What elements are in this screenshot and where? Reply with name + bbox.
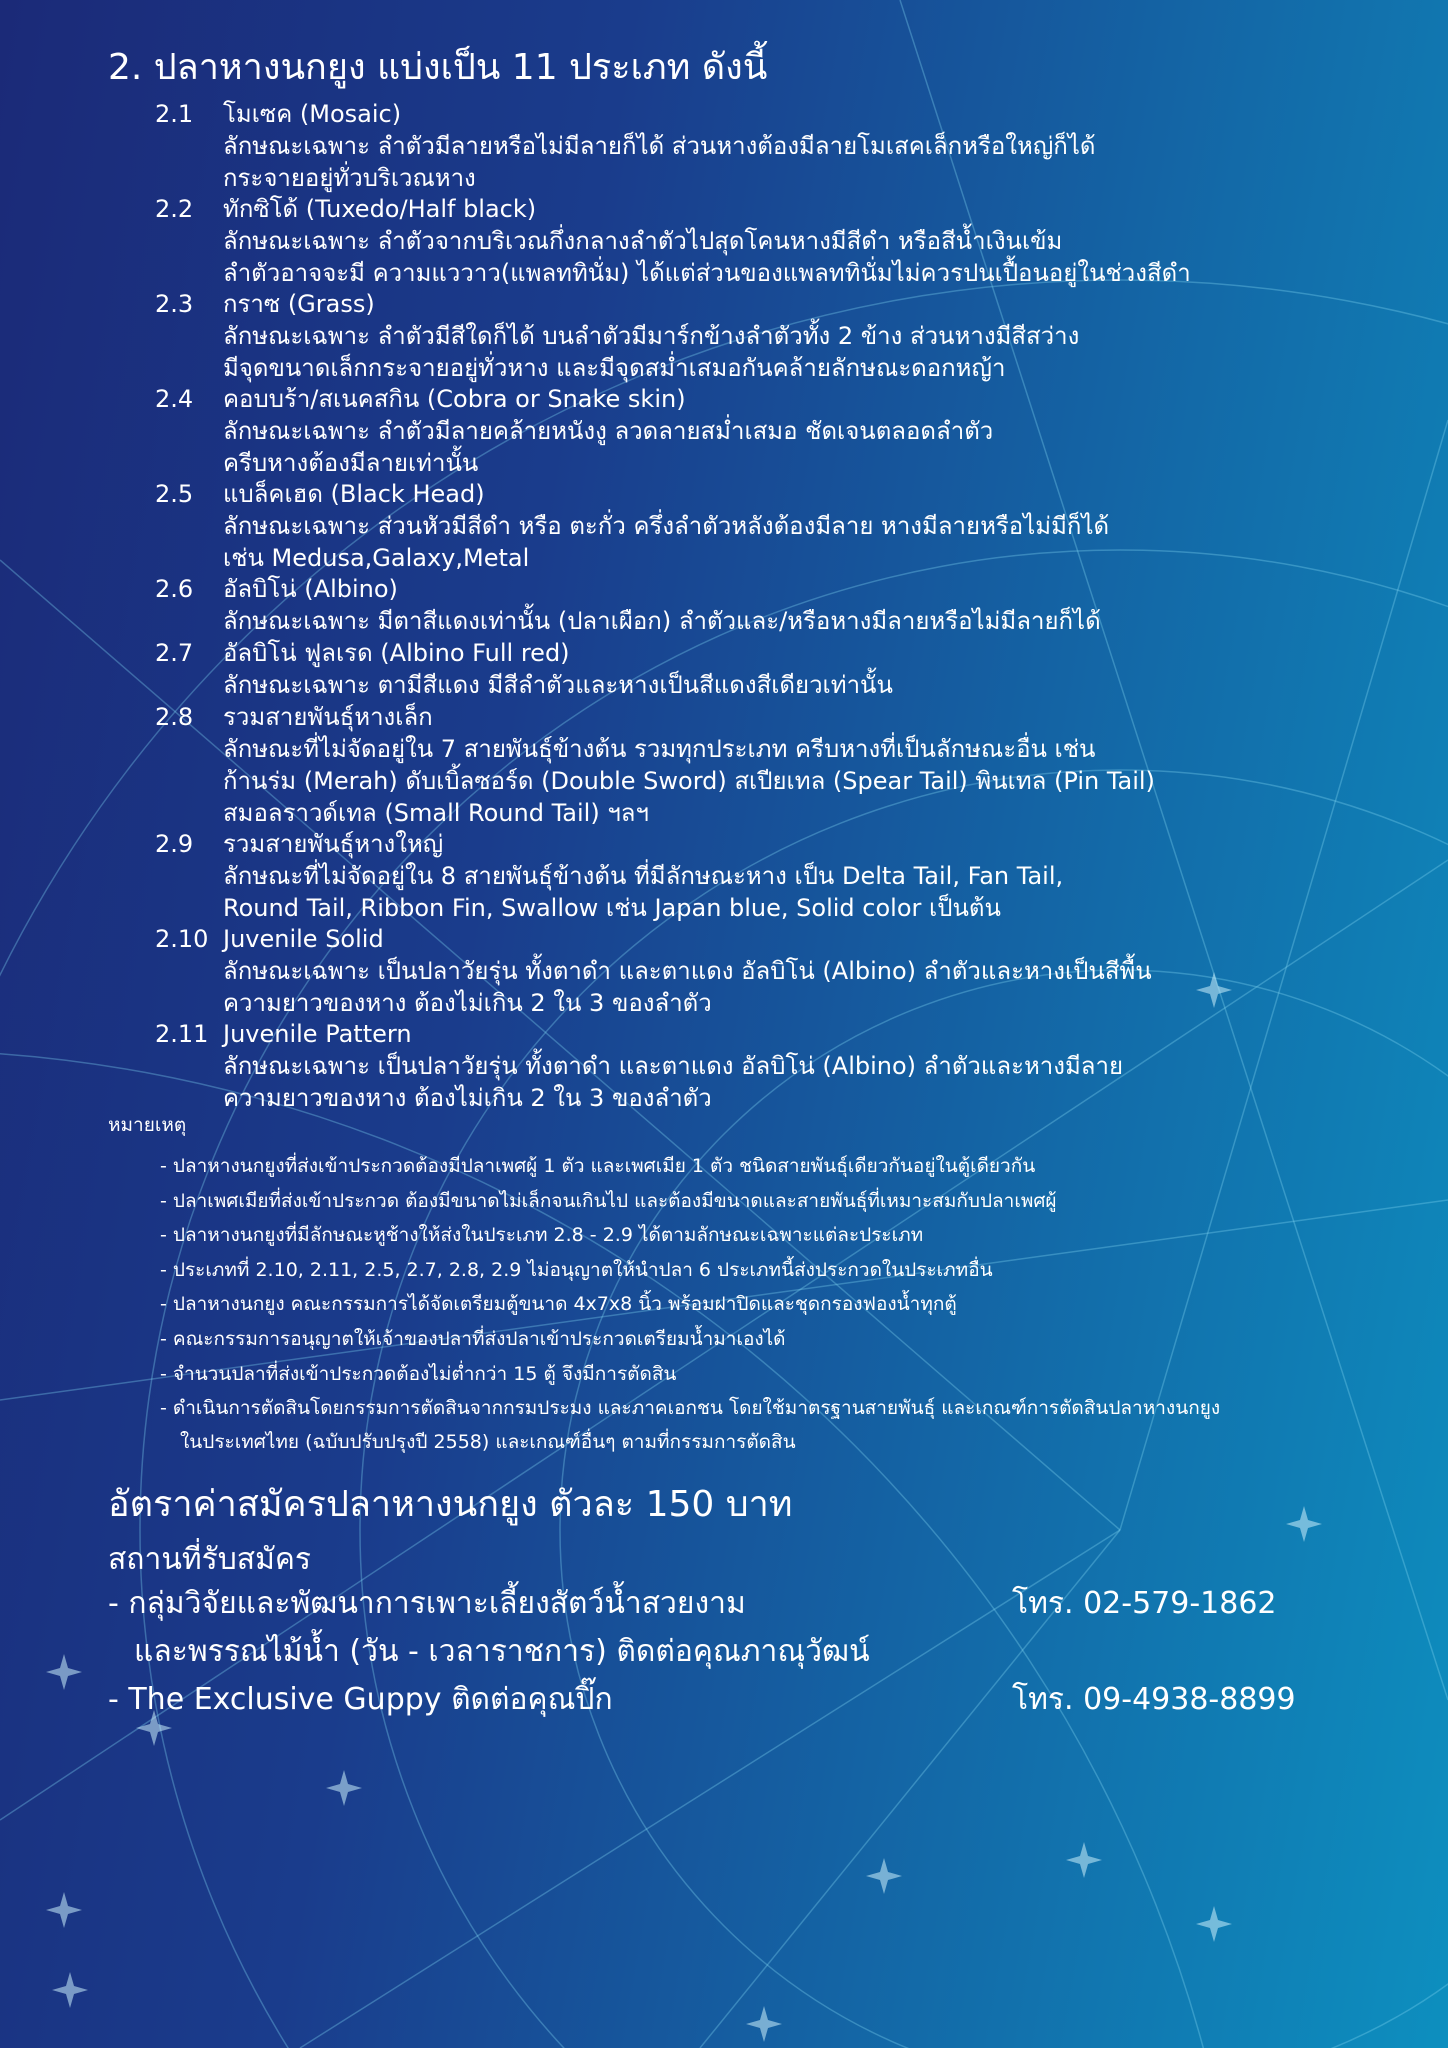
category-number: 2.5 <box>155 480 194 508</box>
category-name: โมเซค (Mosaic) <box>223 100 402 128</box>
section-heading: 2. ปลาหางนกยูง แบ่งเป็น 11 ประเภท ดังนี้ <box>108 47 768 88</box>
contact-line: - The Exclusive Guppy ติดต่อคุณปิ๊ก <box>108 1682 613 1717</box>
note-text: - คณะกรรมการอนุญาตให้เจ้าของปลาที่ส่งปลาเข้าประกวดเตรียมน้ำมาเองได้ <box>160 1327 786 1350</box>
category-title <box>155 383 1305 415</box>
contact-phone: โทร. 02-579-1862 <box>1012 1586 1277 1621</box>
category-title <box>155 478 1305 510</box>
category-number: 2.11 <box>155 1020 209 1048</box>
note-item <box>160 1391 1340 1458</box>
category-item <box>155 98 1305 194</box>
note-item <box>160 1322 1340 1357</box>
category-name: รวมสายพันธุ์หางเล็ก <box>223 703 433 731</box>
category-item <box>155 573 1305 637</box>
note-text: - จำนวนปลาที่ส่งเข้าประกวดต้องไม่ต่ำกว่า 15 ตู้ จึงมีการตัดสิน <box>160 1362 677 1385</box>
category-description: มีจุดขนาดเล็กกระจายอยู่ทั่วหาง และมีจุดสม่ำเสมอกันคล้ายลักษณะดอกหญ้า <box>223 354 1006 382</box>
category-number: 2.3 <box>155 290 194 318</box>
category-name: คอบบร้า/สเนคสกิน (Cobra or Snake skin) <box>223 385 686 413</box>
category-title <box>155 573 1305 605</box>
contact-line: และพรรณไม้น้ำ (วัน - เวลาราชการ) ติดต่อคุณภาณุวัฒน์ <box>134 1634 870 1669</box>
category-title <box>155 637 1305 669</box>
category-description: กระจายอยู่ทั่วบริเวณหาง <box>223 164 476 192</box>
category-description: ลักษณะที่ไม่จัดอยู่ใน 8 สายพันธุ์ข้างต้น ที่มีลักษณะหาง เป็น Delta Tail, Fan Tail, <box>223 862 1064 890</box>
category-title <box>155 828 1305 860</box>
note-text: - ปลาเพศเมียที่ส่งเข้าประกวด ต้องมีขนาดไม่เล็กจนเกินไป และต้องมีขนาดและสายพันธุ์ที่เหมาะสมกับปลาเพศผู้ <box>160 1189 1057 1212</box>
category-number: 2.1 <box>155 100 194 128</box>
category-description: ความยาวของหาง ต้องไม่เกิน 2 ใน 3 ของลำตัว <box>223 989 712 1017</box>
category-description: ลักษณะเฉพาะ ลำตัวจากบริเวณกึ่งกลางลำตัวไปสุดโคนหางมีสีดำ หรือสีน้ำเงินเข้ม <box>223 227 1063 255</box>
note-text: - ปลาหางนกยูงที่มีลักษณะหูช้างให้ส่งในประเภท 2.8 - 2.9 ได้ตามลักษณะเฉพาะแต่ละประเภท <box>160 1224 924 1247</box>
category-number: 2.8 <box>155 703 194 731</box>
category-item <box>155 923 1305 1019</box>
registration-fee: อัตราค่าสมัครปลาหางนกยูง ตัวละ 150 บาท <box>108 1484 793 1525</box>
category-item <box>155 1018 1305 1114</box>
category-item <box>155 637 1305 701</box>
note-text: - ปลาหางนกยูงที่ส่งเข้าประกวดต้องมีปลาเพศผู้ 1 ตัว และเพศเมีย 1 ตัว ชนิดสายพันธุ์เดียวกันอยู่ในตู้เดียวกัน <box>160 1155 1036 1177</box>
category-name: Juvenile Pattern <box>223 1020 412 1048</box>
category-description: ลักษณะเฉพาะ ตามีสีแดง มีสีลำตัวและหางเป็นสีแดงสีเดียวเท่านั้น <box>223 671 893 699</box>
note-item <box>160 1287 1340 1322</box>
contact-phone: โทร. 09-4938-8899 <box>1012 1682 1296 1717</box>
category-description: ลำตัวอาจจะมี ความแววาว(แพลททินั่ม) ได้แต่ส่วนของแพลททินั่มไม่ควรปนเปื้อนอยู่ในช่วงสีดำ <box>223 259 1191 287</box>
category-item <box>155 383 1305 479</box>
category-title <box>155 98 1305 130</box>
note-item <box>160 1218 1340 1253</box>
note-text: - ประเภทที่ 2.10, 2.11, 2.5, 2.7, 2.8, 2.9 ไม่อนุญาตให้นำปลา 6 ประเภทนี้ส่งประกวดในประเภทอื่น <box>160 1258 993 1281</box>
category-item <box>155 701 1305 829</box>
category-item <box>155 288 1305 384</box>
category-name: รวมสายพันธุ์หางใหญ่ <box>223 830 444 858</box>
category-title <box>155 288 1305 320</box>
notes-label: หมายเหตุ <box>108 1114 187 1136</box>
category-number: 2.6 <box>155 575 194 603</box>
venue-label: สถานที่รับสมัคร <box>108 1542 312 1577</box>
category-description: ก้านร่ม (Merah) ดับเบิ้ลซอร์ด (Double Sword) สเปียเทล (Spear Tail) พินเทล (Pin Tail) <box>223 767 1155 795</box>
category-number: 2.2 <box>155 195 194 223</box>
category-title <box>155 923 1305 955</box>
category-number: 2.9 <box>155 830 194 858</box>
category-description: ลักษณะเฉพาะ ลำตัวมีลายคล้ายหนังงู ลวดลายสม่ำเสมอ ชัดเจนตลอดลำตัว <box>223 417 994 445</box>
note-text: - ดำเนินการตัดสินโดยกรรมการตัดสินจากกรมประมง และภาคเอกชน โดยใช้มาตรฐานสายพันธุ์ และเกณฑ์การตัดสินปลาหางนกยูง <box>160 1397 1221 1420</box>
category-description: ลักษณะที่ไม่จัดอยู่ใน 7 สายพันธุ์ข้างต้น รวมทุกประเภท ครีบหางที่เป็นลักษณะอื่น เช่น <box>223 735 1096 763</box>
category-description: ลักษณะเฉพาะ ส่วนหัวมีสีดำ หรือ ตะกั่ว ครึ่งลำตัวหลังต้องมีลาย หางมีลายหรือไม่มีก็ได้ <box>223 512 1110 540</box>
category-title <box>155 1018 1305 1050</box>
category-description: ลักษณะเฉพาะ ลำตัวมีลายหรือไม่มีลายก็ได้ ส่วนหางต้องมีลายโมเสคเล็กหรือใหญ่ก็ได้ <box>223 132 1096 160</box>
category-description: ลักษณะเฉพาะ มีตาสีแดงเท่านั้น (ปลาเผือก) ลำตัวและ/หรือหางมีลายหรือไม่มีลายก็ได้ <box>223 607 1101 635</box>
note-item <box>160 1357 1340 1392</box>
category-number: 2.4 <box>155 385 194 413</box>
category-title <box>155 193 1305 225</box>
category-description: ลักษณะเฉพาะ ลำตัวมีสีใดก็ได้ บนลำตัวมีมาร์กข้างลำตัวทั้ง 2 ข้าง ส่วนหางมีสีสว่าง <box>223 322 1080 350</box>
category-description: ความยาวของหาง ต้องไม่เกิน 2 ใน 3 ของลำตัว <box>223 1084 712 1112</box>
category-description: เช่น Medusa,Galaxy,Metal <box>223 544 530 572</box>
note-item <box>160 1253 1340 1288</box>
category-description: ลักษณะเฉพาะ เป็นปลาวัยรุ่น ทั้งตาดำ และตาแดง อัลบิโน่ (Albino) ลำตัวและหางมีลาย <box>223 1052 1124 1080</box>
category-name: Juvenile Solid <box>223 925 384 953</box>
category-name: อัลบิโน่ (Albino) <box>223 575 398 603</box>
note-continuation: ในประเทศไทย (ฉบับปรับปรุงปี 2558) และเกณฑ์อื่นๆ ตามที่กรรมการตัดสิน <box>180 1430 796 1453</box>
category-name: แบล็คเฮด (Black Head) <box>223 480 485 508</box>
category-title <box>155 701 1305 733</box>
note-item <box>160 1184 1340 1219</box>
category-description: สมอลราวด์เทล (Small Round Tail) ฯลฯ <box>223 799 649 827</box>
notes-list <box>160 1149 1340 1458</box>
category-description: ครีบหางต้องมีลายเท่านั้น <box>223 449 479 477</box>
category-description: Round Tail, Ribbon Fin, Swallow เช่น Japan blue, Solid color เป็นต้น <box>223 894 1001 922</box>
category-item <box>155 478 1305 574</box>
category-name: ทักซิโด้ (Tuxedo/Half black) <box>223 195 537 223</box>
category-name: กราซ (Grass) <box>223 290 375 318</box>
category-number: 2.10 <box>155 925 209 953</box>
category-item <box>155 828 1305 924</box>
note-item <box>160 1149 1340 1184</box>
category-description: ลักษณะเฉพาะ เป็นปลาวัยรุ่น ทั้งตาดำ และตาแดง อัลบิโน่ (Albino) ลำตัวและหางเป็นสีพื้น <box>223 957 1152 985</box>
category-name: อัลบิโน่ ฟูลเรด (Albino Full red) <box>223 639 570 667</box>
category-item <box>155 193 1305 289</box>
contact-line: - กลุ่มวิจัยและพัฒนาการเพาะเลี้ยงสัตว์น้ำสวยงาม <box>108 1586 746 1621</box>
note-text: - ปลาหางนกยูง คณะกรรมการได้จัดเตรียมตู้ขนาด 4x7x8 นิ้ว พร้อมฝาปิดและชุดกรองฟองน้ำทุกตู้ <box>160 1293 957 1316</box>
category-number: 2.7 <box>155 639 194 667</box>
